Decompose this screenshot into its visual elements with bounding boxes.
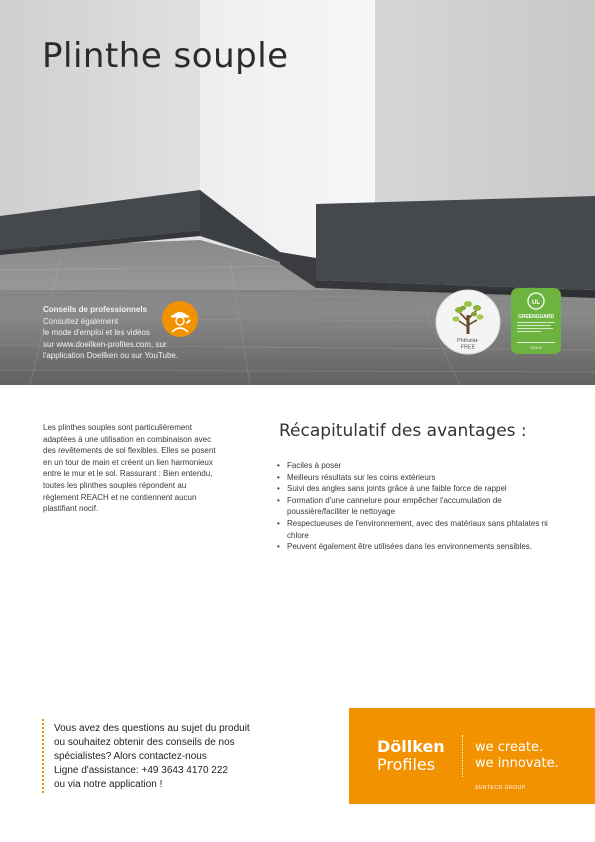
list-item: • Suivi des angles sans joints grâce à une faible force de rappel — [277, 483, 549, 495]
contact-divider — [42, 719, 44, 793]
brand-name — [377, 738, 445, 774]
hero-photo — [0, 0, 595, 385]
contact-block — [54, 722, 294, 792]
benefits-title: Récapitulatif des avantages : — [279, 421, 527, 441]
list-item: • Peuvent également être utilisées dans les environnements sensibles. — [277, 541, 549, 553]
phthalate-free-badge — [435, 289, 501, 360]
benefits-list — [277, 460, 549, 553]
list-item: • Meilleurs résultats sur les coins extérieurs — [277, 472, 549, 484]
contact-line: spécialistes? Alors contactez-nous — [54, 751, 207, 762]
tips-line: Consultez également — [43, 316, 119, 326]
badge-free-text: FREE — [460, 344, 476, 351]
intro-paragraph: Les plinthes souples sont particulièrement adaptées à une utilisation en combinaison avec des revêtements de sol flexibles. Elles se posent en un tour de main et créent un lien harmonieux entre le mur et le sol. Rassurant : Bien entendu, toutes les plinthes souples répondent au règlement REACH et ne contiennent aucun plastifiant nocif. — [43, 423, 216, 514]
brand-group: SURTECO GROUP — [475, 785, 526, 791]
list-item: • Formation d'une cannelure pour empêcher l'accumulation de poussière/faciliter le nettoyage — [277, 495, 549, 518]
gold-text: GOLD — [530, 345, 542, 350]
contact-line: Vous avez des questions au sujet du produit — [54, 723, 250, 734]
brand-slogan — [475, 740, 559, 772]
worker-icon — [162, 301, 198, 342]
brand-divider — [462, 735, 463, 777]
list-item: • Faciles à poser — [277, 460, 549, 472]
badge-phthalat-text: Phthalat- — [456, 338, 480, 344]
tips-line: le mode d'emploi et les vidéos — [43, 328, 150, 337]
list-item: • Respectueuses de l'environnement, avec des matériaux sans phtalates ni chlore — [277, 518, 549, 541]
slogan-line1: we create. — [475, 740, 544, 755]
page-title: Plinthe souple — [42, 36, 289, 76]
brand-name-line1: Döllken — [377, 737, 445, 756]
svg-text:UL: UL — [532, 300, 540, 306]
slogan-line2: we innovate. — [475, 756, 559, 771]
brand-name-line2: Profiles — [377, 755, 436, 774]
hotline: Ligne d'assistance: +49 3643 4170 222 — [54, 765, 228, 776]
greenguard-text: GREENGUARD — [517, 314, 555, 320]
contact-line: ou via notre application ! — [54, 779, 163, 790]
tips-line: sur www.doellken-profiles.com, sur — [43, 339, 167, 349]
tips-line: l'application Doellken ou sur YouTube. — [43, 351, 179, 360]
greenguard-badge — [511, 288, 561, 359]
contact-line: ou souhaitez obtenir des conseils de nos — [54, 737, 235, 748]
brand-logo — [349, 708, 595, 804]
tips-heading: Conseils de professionnels — [43, 305, 148, 314]
